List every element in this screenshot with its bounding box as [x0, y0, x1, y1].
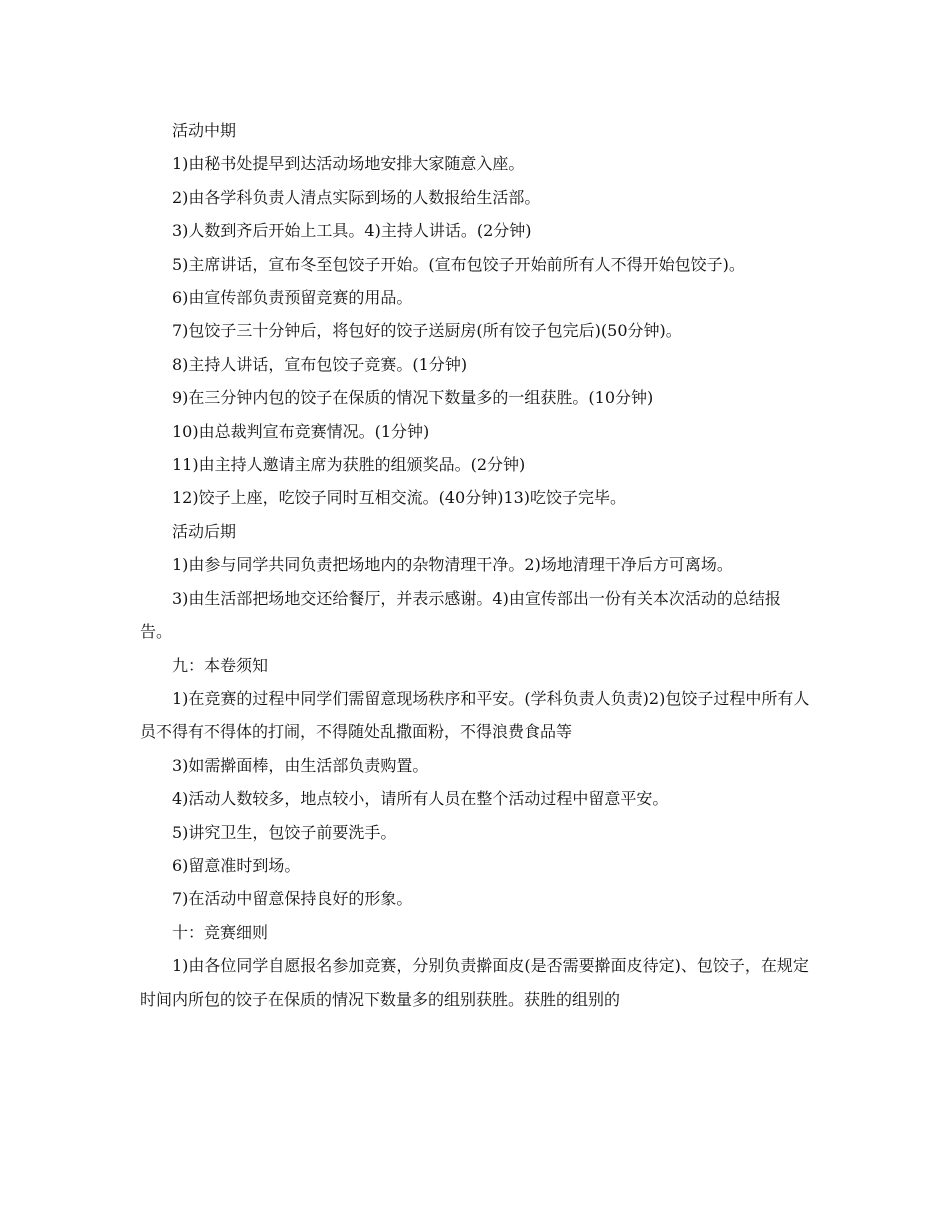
section-heading-late: 活动后期: [172, 521, 237, 541]
paragraph: 1)由各位同学自愿报名参加竞赛，分别负责擀面皮(是否需要擀面皮待定)、包饺子，在规定时间内所包的饺子在保质的情况下数量多的组别获胜。获胜的组别的: [140, 956, 809, 1009]
paragraph: 3)由生活部把场地交还给餐厅，并表示感谢。4)由宣传部出一份有关本次活动的总结报告。: [140, 588, 781, 642]
paragraph: 6)由宣传部负责预留竞赛的用品。: [172, 288, 413, 308]
paragraph: 10)由总裁判宣布竞赛情况。(1分钟): [172, 421, 430, 441]
section-heading-notes: 九：本卷须知: [172, 655, 269, 675]
paragraph: 6)留意准时到场。: [172, 855, 301, 875]
paragraph: 12)饺子上座，吃饺子同时互相交流。(40分钟)13)吃饺子完毕。: [172, 488, 627, 508]
section-heading-rules: 十：竞赛细则: [172, 922, 269, 942]
paragraph: 8)主持人讲话，宣布包饺子竞赛。(1分钟): [172, 354, 468, 374]
paragraph: 11)由主持人邀请主席为获胜的组颁奖品。(2分钟): [172, 455, 526, 475]
paragraph: 3)人数到齐后开始上工具。4)主持人讲话。(2分钟): [172, 221, 532, 241]
paragraph: 5)主席讲话，宣布冬至包饺子开始。(宣布包饺子开始前所有人不得开始包饺子)。: [172, 254, 745, 274]
paragraph: 7)在活动中留意保持良好的形象。: [172, 889, 413, 909]
paragraph: 4)活动人数较多，地点较小，请所有人员在整个活动过程中留意平安。: [172, 789, 669, 809]
paragraph: 2)由各学科负责人清点实际到场的人数报给生活部。: [172, 187, 541, 207]
paragraph: 7)包饺子三十分钟后，将包好的饺子送厨房(所有饺子包完后)(50分钟)。: [172, 321, 682, 341]
paragraph: 5)讲究卫生，包饺子前要洗手。: [172, 822, 397, 842]
paragraph: 1)由参与同学共同负责把场地内的杂物清理干净。2)场地清理干净后方可离场。: [172, 555, 733, 575]
paragraph: 3)如需擀面棒，由生活部负责购置。: [172, 755, 429, 775]
section-heading-mid: 活动中期: [172, 121, 237, 140]
paragraph: 9)在三分钟内包的饺子在保质的情况下数量多的一组获胜。(10分钟): [172, 388, 654, 408]
paragraph: 1)在竞赛的过程中同学们需留意现场秩序和平安。(学科负责人负责)2)包饺子过程中所有人员不得有不得体的打闹，不得随处乱撒面粉，不得浪费食品等: [140, 688, 810, 742]
paragraph: 1)由秘书处提早到达活动场地安排大家随意入座。: [172, 154, 525, 174]
